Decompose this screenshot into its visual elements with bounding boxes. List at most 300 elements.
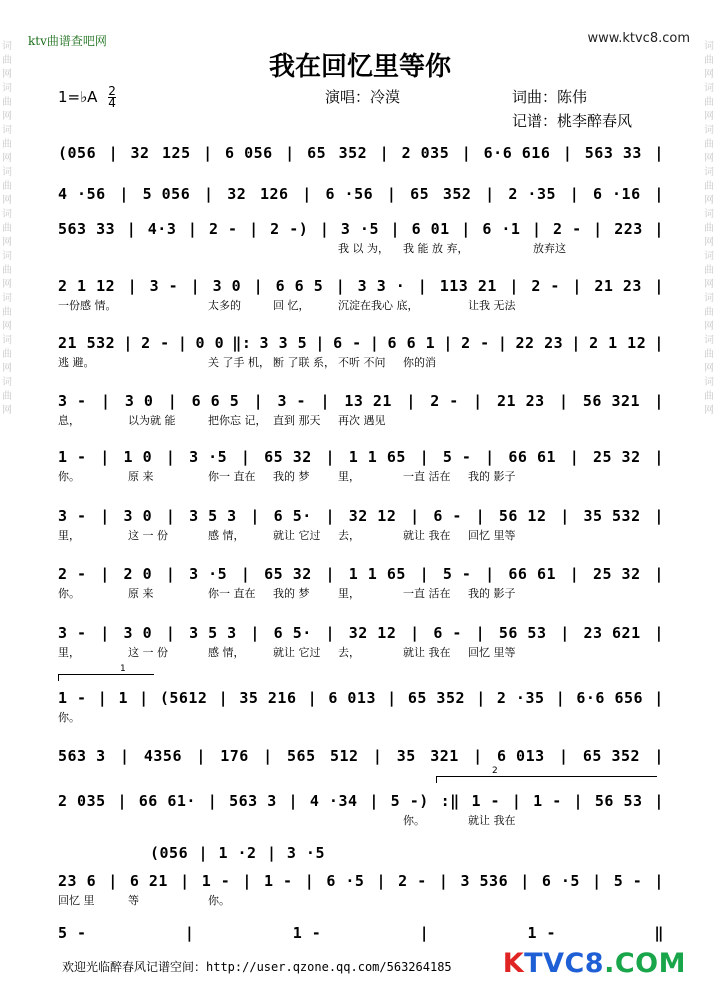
note-group: 321 (430, 747, 459, 765)
note-group: 3 5 3 (189, 507, 237, 525)
bar-line: | (253, 277, 264, 295)
note-group: 13 21 (344, 392, 392, 410)
bar-line: | (139, 689, 149, 707)
bar-line: | (240, 565, 251, 583)
bar-line: | (315, 334, 325, 352)
lyric-text: 就让 它过 (273, 529, 321, 542)
notation-row (58, 563, 664, 585)
note-group: 1 - (527, 924, 557, 942)
bar-line: | (654, 565, 664, 583)
lyric-text: 你的消 (403, 356, 436, 369)
note-group: 2 - (141, 334, 170, 352)
note-group: 5 - (58, 924, 87, 942)
notation-row (58, 622, 664, 644)
lyric-text: 一直 活在 (403, 470, 451, 483)
bar-line: | (461, 144, 472, 162)
bar-line: | (218, 689, 229, 707)
volta-bracket-1 (58, 674, 154, 681)
bar-line: | (476, 689, 486, 707)
note-group: 2 1 12 (58, 277, 116, 295)
note-group: 5 - (442, 448, 472, 466)
note-group: 2 - (531, 277, 560, 295)
note-group: 2 - (208, 220, 238, 238)
lyric-text: 把你忘 记， (208, 414, 267, 427)
note-group: 4356 (143, 747, 182, 765)
note-group: 21 23 (497, 392, 545, 410)
lyric-text: 你一 直在 (208, 470, 256, 483)
note-group: 56 321 (582, 392, 641, 410)
bar-line: | (285, 144, 295, 162)
bar-line: | (198, 844, 209, 862)
bar-line: | (203, 144, 213, 162)
ending-intro-row (150, 842, 325, 864)
note-group: 6 - (333, 334, 362, 352)
volta-number-2: 2 (492, 766, 498, 776)
bar-line: | (167, 392, 178, 410)
bar-line: | (406, 392, 416, 410)
bar-line: | (325, 448, 336, 466)
site-logo (503, 948, 686, 979)
bar-line: | (187, 220, 198, 238)
note-group: 223 (614, 220, 643, 238)
notation-row (58, 446, 664, 468)
note-group: 32 12 (348, 624, 397, 642)
note-group: 6 - (433, 507, 462, 525)
bar-line: | (560, 507, 570, 525)
notation-row (58, 390, 664, 412)
bar-line: | (190, 277, 201, 295)
site-url-right[interactable]: www.ktvc8.com (587, 31, 690, 46)
note-group: 1 1 65 (348, 565, 406, 583)
note-group: 125 (162, 144, 191, 162)
note-group: 352 (338, 144, 368, 162)
bar-line: | (419, 565, 430, 583)
bar-line: | (325, 507, 336, 525)
notation-row (58, 790, 664, 812)
bar-line: | (100, 392, 111, 410)
time-signature (108, 86, 116, 109)
bar-line: | (335, 277, 346, 295)
bar-line: | (117, 792, 127, 810)
note-group: 23 6 (58, 872, 97, 890)
note-group: 21 532 (58, 334, 116, 352)
note-group: 5 056 (142, 185, 191, 203)
bar-line: | (184, 924, 195, 942)
lyric-text: 就让 我在 (468, 814, 516, 827)
bar-line: | (177, 334, 188, 352)
lyric-text: 放弃这 (533, 242, 566, 255)
note-group: 23 621 (583, 624, 641, 642)
bar-line: | (253, 392, 264, 410)
bar-line: | (266, 844, 277, 862)
lyric-text: 里， (338, 587, 360, 600)
bar-line: | (654, 747, 664, 765)
note-group: 3 ·5 (189, 448, 228, 466)
note-group: 2 - (58, 565, 87, 583)
bar-line: ‖ (654, 924, 664, 942)
lyric-text: 去， (338, 529, 360, 542)
note-group: 3 0 (123, 507, 153, 525)
lyric-text: 一份感 情。 (58, 299, 117, 312)
lyric-text: 感 情， (208, 646, 245, 659)
bar-line: | (410, 507, 420, 525)
bar-line: | (475, 507, 486, 525)
note-group: 6 ·16 (592, 185, 641, 203)
note-group: 65 32 (264, 565, 312, 583)
bar-line: | (562, 144, 573, 162)
note-group: 3 ·5 (189, 565, 228, 583)
bar-line: | (509, 277, 519, 295)
note-group: 2 035 (58, 792, 106, 810)
bar-line: | (319, 220, 330, 238)
note-group: 6 056 (225, 144, 273, 162)
note-group: 3 536 (460, 872, 509, 890)
note-group: 2 - (461, 334, 490, 352)
bar-line: | (654, 277, 664, 295)
bar-line: | (108, 144, 119, 162)
bar-line: | (654, 689, 664, 707)
bar-line: | (119, 185, 129, 203)
note-group: 512 (329, 747, 359, 765)
lyric-text: 我 能 放 弃， (403, 242, 469, 255)
bar-line: | (203, 185, 214, 203)
lyric-text: 里， (58, 646, 80, 659)
note-group: 35 216 (239, 689, 297, 707)
note-group: 3 0 (212, 277, 242, 295)
note-group: 32 (130, 144, 150, 162)
logo-part-com: .COM (604, 948, 686, 979)
singer: 演唱：冷漠 (325, 88, 401, 106)
note-group: 6 013 (497, 747, 545, 765)
note-group: 1 - (264, 872, 293, 890)
bar-line: | (165, 565, 176, 583)
bar-line: | (196, 747, 206, 765)
note-group: 32 (227, 185, 247, 203)
lyric-text: 回 忆， (273, 299, 310, 312)
lyric-row (58, 527, 664, 543)
lyric-text: 你。 (58, 470, 80, 483)
logo-part-tvc8: TVC8 (524, 948, 605, 979)
note-group: 65 352 (582, 747, 641, 765)
note-group: 113 21 (439, 277, 497, 295)
note-group: (056 (150, 844, 189, 862)
lyric-text: 我的 梦 (273, 587, 310, 600)
notation-row (58, 142, 664, 164)
bar-line: | (571, 334, 581, 352)
note-group: 1 - (533, 792, 562, 810)
note-group: 1 - (58, 448, 87, 466)
bar-line: | (443, 334, 453, 352)
bar-line: | (127, 277, 138, 295)
lyric-row (58, 644, 664, 660)
bar-line: | (419, 924, 430, 942)
bar-line: | (559, 392, 569, 410)
bar-line: | (654, 507, 664, 525)
lyric-text: 这 一 份 (128, 646, 168, 659)
bar-line: | (559, 747, 569, 765)
bar-line: | (126, 220, 137, 238)
note-group: 2 - (553, 220, 582, 238)
note-group: 6 5· (273, 507, 312, 525)
bar-line: | (379, 144, 390, 162)
bar-line: | (654, 185, 664, 203)
note-group: 6 ·1 (482, 220, 521, 238)
note-group: 21 23 (594, 277, 642, 295)
lyric-row (58, 240, 664, 256)
note-group: 6 5· (273, 624, 312, 642)
note-group: 563 33 (58, 220, 116, 238)
note-group: 6·6 656 (576, 689, 644, 707)
lyric-text: 你。 (58, 587, 80, 600)
bar-line: | (520, 872, 530, 890)
bar-line: | (325, 624, 336, 642)
note-group: 32 12 (348, 507, 397, 525)
bar-line: | (485, 565, 495, 583)
notation-row (58, 922, 664, 944)
bar-line: | (475, 624, 486, 642)
bar-line: | (555, 689, 566, 707)
note-group: 0 0 (195, 334, 225, 352)
bar-line: | (325, 565, 336, 583)
lyric-text: 回忆 里 (58, 894, 95, 907)
note-group: 3 3 · (357, 277, 406, 295)
note-group: 25 32 (592, 565, 641, 583)
lyric-text: 这 一 份 (128, 529, 168, 542)
note-group: 56 12 (498, 507, 547, 525)
bar-line: | (207, 792, 218, 810)
bar-line: | (419, 448, 430, 466)
key-text: 1=♭A (58, 88, 98, 106)
volta-number-1: 1 (120, 664, 126, 674)
bar-line: | (511, 792, 522, 810)
note-group: 2 - (398, 872, 427, 890)
lyric-text: 原 来 (128, 470, 154, 483)
note-group: 1 1 65 (348, 448, 406, 466)
note-group: 563 33 (584, 144, 642, 162)
note-group: 66 61 (508, 448, 557, 466)
bar-line: | (249, 220, 259, 238)
key-signature (58, 86, 116, 109)
note-group: 3 - (58, 624, 87, 642)
lyricist: 词曲：陈伟 (512, 88, 588, 106)
lyric-row (58, 297, 664, 313)
lyric-text: 以为就 能 (128, 414, 176, 427)
watermark-right: 词曲网词曲网词曲网词曲网词曲网词曲网词曲网词曲网词曲网 (704, 41, 714, 416)
bar-line: | (592, 872, 602, 890)
bar-line: | (654, 392, 664, 410)
lyric-text: 沉淀在我心 底， (338, 299, 419, 312)
bar-line: | (387, 689, 397, 707)
note-group: 6·6 616 (483, 144, 551, 162)
note-group: 6 - (433, 624, 462, 642)
bar-line: | (560, 624, 570, 642)
bar-line: ‖: (232, 334, 252, 352)
bar-line: | (572, 277, 582, 295)
bar-line: | (461, 220, 471, 238)
notation-row (58, 745, 664, 767)
note-group: 6 ·5 (326, 872, 365, 890)
lyric-text: 让我 无法 (468, 299, 516, 312)
note-group: 6 ·56 (325, 185, 374, 203)
note-group: 352 (442, 185, 472, 203)
lyric-text: 逃 避。 (58, 356, 95, 369)
note-group: 3 - (277, 392, 307, 410)
lyric-row (58, 812, 664, 828)
bar-line: | (100, 448, 110, 466)
note-group: 22 23 (515, 334, 564, 352)
lyric-text: 就让 我在 (403, 646, 451, 659)
note-group: 6 ·5 (541, 872, 580, 890)
note-group: 4 ·34 (309, 792, 358, 810)
note-group: 6 01 (411, 220, 450, 238)
note-group: 66 61· (138, 792, 196, 810)
lyric-text: 原 来 (128, 587, 154, 600)
lyric-text: 直到 那天 (273, 414, 321, 427)
bar-line: :‖ (440, 792, 460, 810)
bar-line: | (180, 872, 190, 890)
note-group: 1 0 (123, 448, 153, 466)
lyric-text: 你。 (58, 711, 80, 724)
lyric-text: 我的 影子 (468, 587, 516, 600)
site-name-left: ktv曲谱查吧网 (28, 34, 107, 48)
note-group: 1 - (201, 872, 231, 890)
bar-line: | (304, 872, 315, 890)
lyric-text: 我的 梦 (273, 470, 310, 483)
bar-line: | (485, 448, 495, 466)
lyric-text: 不听 不问 (338, 356, 386, 369)
lyric-text: 回忆 里等 (468, 646, 516, 659)
note-group: 563 3 (229, 792, 277, 810)
bar-line: | (569, 565, 580, 583)
lyric-row (58, 412, 664, 428)
bar-line: | (654, 144, 664, 162)
bar-line: | (372, 747, 383, 765)
notation-row (58, 183, 664, 205)
bar-line: | (473, 747, 483, 765)
note-group: 65 352 (407, 689, 466, 707)
lyric-text: 就让 它过 (273, 646, 321, 659)
lyric-text: 一直 活在 (403, 587, 451, 600)
watermark-left: 词曲网词曲网词曲网词曲网词曲网词曲网词曲网词曲网词曲网 (2, 41, 12, 416)
note-group: 1 - (292, 924, 322, 942)
bar-line: | (100, 565, 110, 583)
bar-line: | (302, 185, 312, 203)
bar-line: | (654, 220, 664, 238)
note-group: 1 - (471, 792, 501, 810)
notation-row (58, 275, 664, 297)
lyric-row (58, 709, 664, 725)
notation-row (58, 332, 664, 354)
bar-line: | (320, 392, 330, 410)
lyric-text: 你。 (208, 894, 230, 907)
note-group: 3 - (58, 507, 87, 525)
note-group: 56 53 (498, 624, 547, 642)
bar-line: | (376, 872, 387, 890)
bar-line: | (438, 872, 449, 890)
notation-row (58, 687, 664, 709)
note-group: 3 ·5 (286, 844, 325, 862)
note-group: 5 - (442, 565, 472, 583)
scribe: 记谱：桃李醉春风 (512, 112, 633, 130)
note-group: 3 - (149, 277, 179, 295)
lyric-text: 我的 影子 (468, 470, 516, 483)
note-group: 65 (410, 185, 430, 203)
bar-line: | (250, 507, 260, 525)
note-group: 3 0 (123, 624, 153, 642)
volta-bracket-2 (436, 776, 657, 783)
bar-line: | (263, 747, 273, 765)
note-group: 6 6 1 (387, 334, 436, 352)
bar-line: | (410, 624, 420, 642)
note-group: 56 53 (594, 792, 643, 810)
bar-line: | (569, 448, 580, 466)
bar-line: | (654, 792, 664, 810)
bar-line: | (288, 792, 299, 810)
bar-line: | (654, 872, 664, 890)
note-group: (056 (58, 144, 97, 162)
note-group: 2 - (430, 392, 459, 410)
note-group: 4 ·56 (58, 185, 106, 203)
lyric-text: 你一 直在 (208, 587, 256, 600)
note-group: 126 (259, 185, 289, 203)
bar-line: | (120, 747, 130, 765)
note-group: 1 ·2 (218, 844, 257, 862)
bar-line: | (654, 624, 664, 642)
bar-line: | (242, 872, 252, 890)
lyric-text: 太多的 (208, 299, 241, 312)
note-group: 35 532 (583, 507, 641, 525)
note-group: 565 (287, 747, 316, 765)
bar-line: | (497, 334, 508, 352)
lyric-row (58, 468, 664, 484)
time-denominator: 4 (108, 96, 116, 110)
bar-line: | (485, 185, 495, 203)
bar-line: | (100, 507, 110, 525)
notation-row (58, 218, 664, 240)
note-group: 6 21 (129, 872, 168, 890)
note-group: 3 ·5 (340, 220, 379, 238)
bar-line: | (569, 185, 580, 203)
bar-line: | (165, 507, 176, 525)
note-group: 3 0 (124, 392, 154, 410)
bar-line: | (654, 334, 664, 352)
note-group: 35 (396, 747, 416, 765)
lyric-text: 关 了手 机， (208, 356, 270, 369)
bar-line: | (573, 792, 584, 810)
song-title: 我在回忆里等你 (268, 52, 451, 82)
bar-line: | (593, 220, 603, 238)
bar-line: | (654, 448, 664, 466)
lyric-row (58, 585, 664, 601)
note-group: 1 (118, 689, 128, 707)
lyric-text: 里， (58, 529, 80, 542)
note-group: 2 035 (401, 144, 450, 162)
note-group: 25 32 (592, 448, 641, 466)
note-group: 176 (220, 747, 249, 765)
note-group: 65 (307, 144, 327, 162)
bar-line: | (369, 792, 379, 810)
note-group: 563 3 (58, 747, 106, 765)
bar-line: | (473, 392, 483, 410)
bar-line: | (417, 277, 428, 295)
note-group: 2 -) (270, 220, 309, 238)
lyric-text: 去， (338, 646, 360, 659)
lyric-text: 息， (58, 414, 80, 427)
bar-line: | (369, 334, 380, 352)
note-group: 3 5 3 (189, 624, 237, 642)
note-group: 3 - (58, 392, 87, 410)
bar-line: | (165, 448, 176, 466)
